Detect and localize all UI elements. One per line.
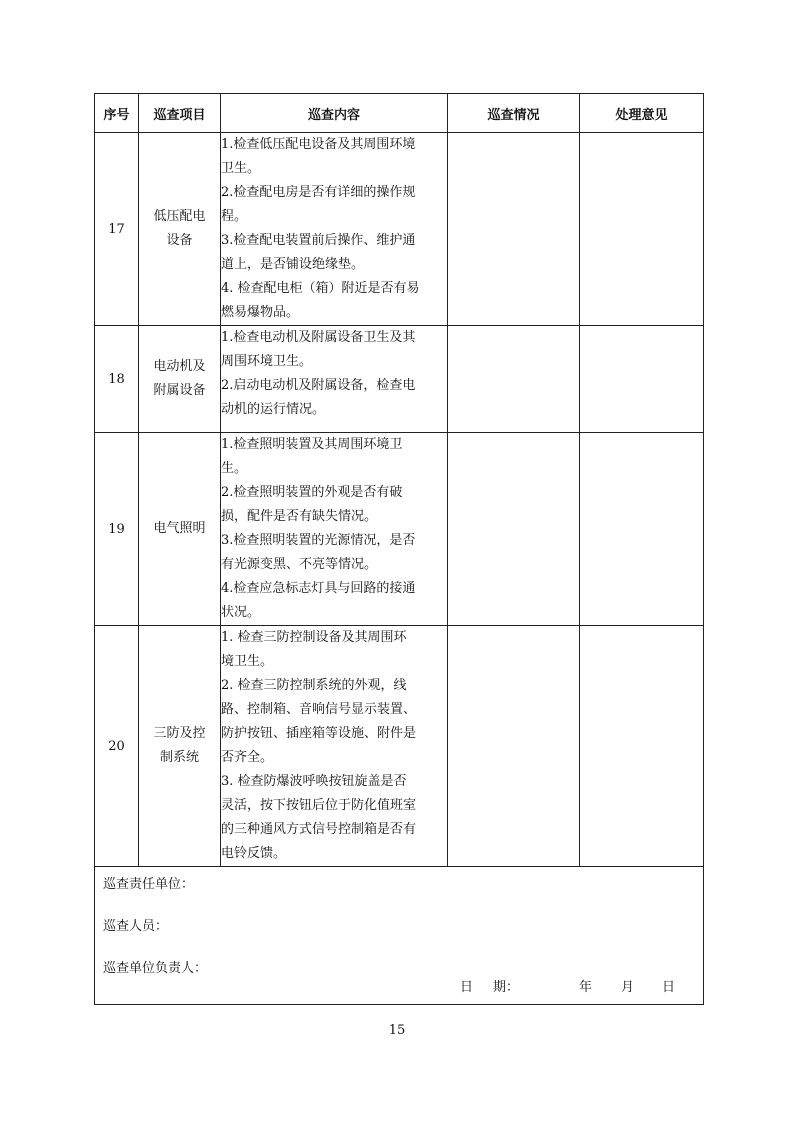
content-line: 生。 (221, 461, 248, 476)
content-line: 3.检查配电装置前后操作、维护通 (221, 233, 416, 248)
content-line: 2. 检查三防控制系统的外观，线 (221, 678, 407, 693)
row-item (139, 433, 221, 626)
unit-leader-label: 巡查单位负责人： (103, 961, 208, 976)
content-line: 燃易爆物品。 (221, 305, 300, 320)
content-line: 2.检查配电房是否有详细的操作规 (221, 185, 416, 200)
item-line: 电动机及 (153, 359, 206, 374)
content-line: 动机的运行情况。 (221, 402, 326, 417)
day-label: 日 (662, 980, 676, 995)
content-line: 道上，是否铺设绝缘垫。 (221, 257, 365, 272)
content-line: 卫生。 (221, 161, 261, 176)
row-item (139, 326, 221, 433)
item-line: 附属设备 (153, 383, 206, 398)
content-line: 路、控制箱、音响信号显示装置、 (221, 702, 417, 717)
content-line: 4. 检查配电柜（箱）附近是否有易 (221, 281, 420, 296)
status-cell[interactable] (448, 433, 580, 626)
status-cell[interactable] (448, 133, 580, 326)
content-line: 1. 检查三防控制设备及其周围环 (221, 630, 407, 645)
table-row (95, 626, 704, 867)
inspector-label: 巡查人员： (103, 919, 169, 934)
content-line: 1.检查照明装置及其周围环境卫 (221, 437, 403, 452)
content-line: 损，配件是否有缺失情况。 (221, 509, 378, 524)
header-content: 巡查内容 (221, 94, 448, 133)
item-line: 电气照明 (153, 521, 206, 536)
content-line: 4.检查应急标志灯具与回路的接通 (221, 581, 416, 596)
row-item (139, 133, 221, 326)
content-line: 1.检查低压配电设备及其周围环境 (221, 137, 416, 152)
signature-cell (95, 867, 704, 1005)
header-status: 巡查情况 (448, 94, 580, 133)
item-line: 制系统 (159, 750, 199, 765)
date-label-qi: 期： (493, 980, 520, 995)
row-number: 18 (95, 326, 139, 433)
content-line: 2.启动电动机及附属设备，检查电 (221, 378, 416, 393)
content-line: 程。 (221, 209, 248, 224)
responsible-unit-label: 巡查责任单位： (103, 877, 195, 892)
month-label: 月 (621, 980, 635, 995)
signature-row (95, 867, 704, 1005)
status-cell[interactable] (448, 626, 580, 867)
row-number: 17 (95, 133, 139, 326)
row-content (221, 626, 448, 867)
content-line: 的三种通风方式信号控制箱是否有 (221, 822, 417, 837)
status-cell[interactable] (448, 326, 580, 433)
row-item (139, 626, 221, 867)
table-row (95, 133, 704, 326)
date-label-ri: 日 (460, 980, 474, 995)
row-content (221, 326, 448, 433)
opinion-cell[interactable] (580, 326, 704, 433)
item-line: 低压配电 (153, 209, 206, 224)
table-header-row (95, 94, 704, 133)
item-line: 三防及控 (153, 726, 206, 741)
content-line: 电铃反馈。 (221, 846, 287, 861)
year-label: 年 (579, 980, 593, 995)
opinion-cell[interactable] (580, 626, 704, 867)
inspection-table (94, 93, 704, 1005)
row-number: 20 (95, 626, 139, 867)
content-line: 防护按钮、插座箱等设施、附件是 (221, 726, 417, 741)
row-content (221, 133, 448, 326)
row-number: 19 (95, 433, 139, 626)
content-line: 状况。 (221, 605, 261, 620)
content-line: 3. 检查防爆波呼唤按钮旋盖是否 (221, 774, 407, 789)
content-line: 有光源变黑、不亮等情况。 (221, 557, 378, 572)
row-content (221, 433, 448, 626)
item-line: 设备 (166, 233, 193, 248)
header-item: 巡查项目 (139, 94, 221, 133)
table-row (95, 326, 704, 433)
content-line: 境卫生。 (221, 654, 274, 669)
table-row (95, 433, 704, 626)
content-line: 2.检查照明装置的外观是否有破 (221, 485, 403, 500)
header-seq: 序号 (95, 94, 139, 133)
page-number: 15 (388, 1023, 406, 1038)
content-line: 1.检查电动机及附属设备卫生及其 (221, 330, 416, 345)
opinion-cell[interactable] (580, 133, 704, 326)
content-line: 灵活，按下按钮后位于防化值班室 (221, 798, 417, 813)
content-line: 3.检查照明装置的光源情况，是否 (221, 533, 416, 548)
content-line: 否齐全。 (221, 750, 274, 765)
content-line: 周围环境卫生。 (221, 354, 313, 369)
opinion-cell[interactable] (580, 433, 704, 626)
header-opinion: 处理意见 (580, 94, 704, 133)
